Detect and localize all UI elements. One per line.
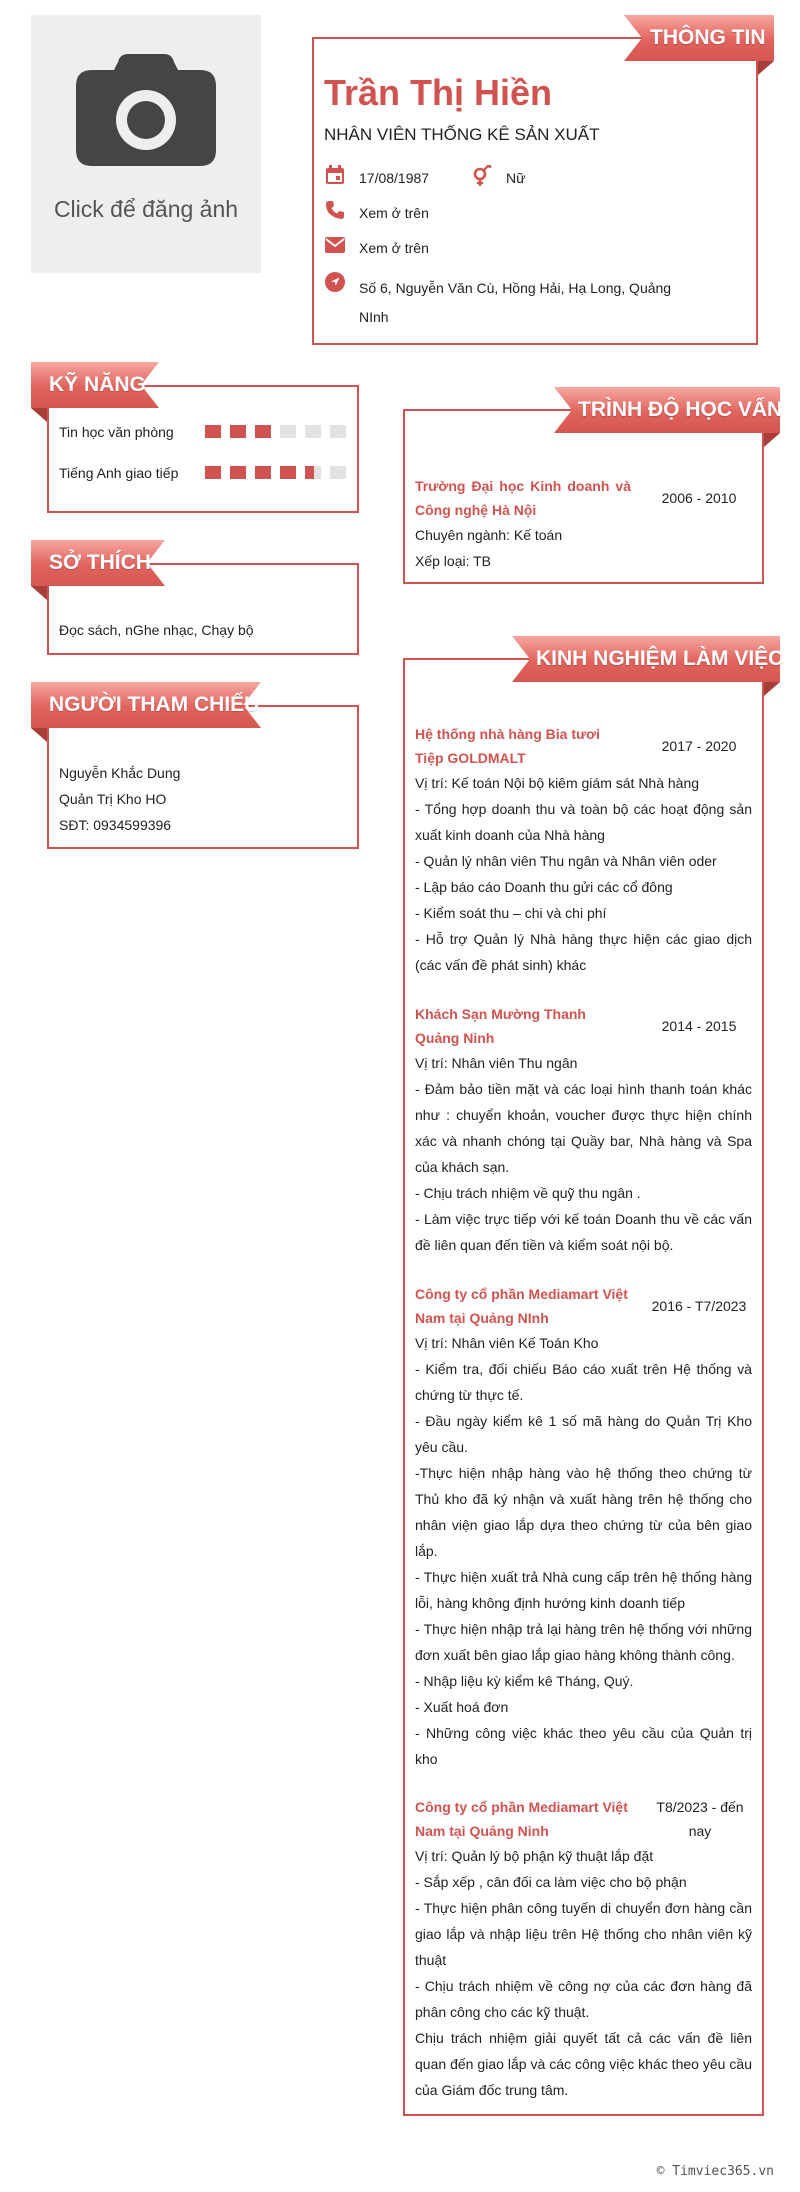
job-line: - Đảm bảo tiền mặt và các loại hình thanh toán khác như : chuyển khoản, voucher được thực hiện chính xác và nhanh chóng tại Quầy bar, Nhà hàng và Spa của khách sạn. — [415, 1081, 752, 1175]
job-title: NHÂN VIÊN THỐNG KÊ SẢN XUẤT — [324, 125, 600, 144]
rating-dot — [205, 425, 221, 438]
job-line: Chịu trách nhiệm giải quyết tất cả các vấn đề liên quan đến giao lắp và các công việc khác theo yêu cầu của Giám đốc trung tâm. — [415, 2030, 752, 2098]
job-company: Khách Sạn Mường Thanh Quảng Ninh — [415, 1006, 586, 1046]
rating-dot — [330, 425, 346, 438]
skills-ribbon-label: KỸ NĂNG — [49, 373, 146, 396]
job-period: T8/2023 - đến nay — [656, 1799, 744, 1839]
education-ribbon — [554, 387, 783, 433]
hobbies-ribbon — [31, 540, 165, 586]
job-line: - Quản lý nhân viên Thu ngân và Nhân viên oder — [415, 853, 717, 869]
rating-dot — [255, 425, 271, 438]
job-line: - Kiểm soát thu – chi và chi phí — [415, 905, 607, 921]
job-line: - Kiểm tra, đối chiếu Báo cáo xuất trên Hệ thống và chứng từ thực tế. — [415, 1361, 752, 1403]
info-ribbon — [624, 15, 774, 61]
skills-ribbon — [31, 362, 159, 408]
rating-dot — [280, 425, 296, 438]
job-description — [415, 770, 752, 978]
experience-ribbon — [512, 636, 784, 682]
job-company: Công ty cổ phần Mediamart Việt Nam tại Quảng Ninh — [415, 1799, 628, 1839]
education-school: Trường Đại học Kinh doanh và Công nghệ Hà Nội — [415, 478, 631, 518]
references-ribbon — [31, 682, 261, 728]
job-line: -Thực hiện nhập hàng vào hệ thống theo chứng từ Thủ kho đã ký nhận và xuất hàng trên hệ thống cho nhân viện giao lắp dựa theo chứng từ của bên giao lắp. — [415, 1465, 752, 1559]
education-ribbon-label: TRÌNH ĐỘ HỌC VẤN — [578, 398, 783, 421]
job-period: 2017 - 2020 — [661, 738, 737, 754]
rating-dot — [305, 425, 321, 438]
job-line: Vị trí: Quản lý bộ phận kỹ thuật lắp đặt — [415, 1848, 654, 1864]
job-description — [415, 1330, 752, 1772]
job-line: - Làm việc trực tiếp với kế toán Doanh thu về các vấn đề liên quan đến tiền và kiểm soát nội bộ. — [415, 1211, 752, 1253]
job-company: Hệ thống nhà hàng Bia tươi Tiệp GOLDMALT — [415, 726, 600, 766]
info-ribbon-label: THÔNG TIN — [650, 26, 766, 49]
job-line: - Thực hiện xuất trả Nhà cung cấp trên hệ thống hàng lỗi, hàng không định hướng kinh doanh tiếp — [415, 1569, 752, 1611]
skill-label: Tiếng Anh giao tiếp — [59, 465, 179, 481]
reference-position: Quản Trị Kho HO — [59, 791, 167, 807]
education-period: 2006 - 2010 — [661, 490, 737, 506]
education-grade: Xếp loại: TB — [415, 553, 492, 569]
skill-rating — [205, 466, 346, 479]
rating-dot — [230, 466, 246, 479]
phone: Xem ở trên — [359, 205, 429, 221]
rating-dot — [255, 466, 271, 479]
photo-upload-label[interactable]: Click để đăng ảnh — [53, 196, 239, 222]
address: Số 6, Nguyễn Văn Cù, Hồng Hải, Hạ Long, Quảng NInh — [359, 280, 672, 325]
job-line: - Nhập liệu kỳ kiểm kê Tháng, Quý. — [415, 1673, 634, 1689]
reference-name: Nguyễn Khắc Dung — [59, 765, 181, 781]
candidate-name: Trần Thị Hiền — [324, 72, 553, 113]
job-line: - Xuất hoá đơn — [415, 1699, 509, 1715]
education-major: Chuyên ngành: Kế toán — [415, 527, 563, 543]
email: Xem ở trên — [359, 240, 429, 256]
job-description — [415, 1843, 752, 2103]
job-line: - Những công việc khác theo yêu cầu của Quản trị kho — [415, 1725, 752, 1767]
skill-label: Tin học văn phòng — [59, 424, 174, 440]
job-line: - Hỗ trợ Quản lý Nhà hàng thực hiện các giao dịch (các vấn đề phát sinh) khác — [415, 931, 752, 973]
job-line: - Lập báo cáo Doanh thu gửi các cổ đông — [415, 879, 673, 895]
rating-dot — [205, 466, 221, 479]
job-period: 2016 - T7/2023 — [651, 1298, 747, 1314]
birthday: 17/08/1987 — [359, 170, 430, 186]
experience-ribbon-label: KINH NGHIỆM LÀM VIỆC — [536, 647, 784, 670]
job-line: - Thực hiện phân công tuyến di chuyển đơn hàng cần giao lắp và nhập liệu trên Hệ thống cho nhân viên kỹ thuật — [415, 1900, 752, 1968]
calendar-icon — [325, 165, 345, 185]
hobbies-ribbon-label: SỞ THÍCH — [49, 551, 151, 574]
gender-icon — [472, 165, 492, 187]
job-line: Vị trí: Nhân viên Thu ngân — [415, 1055, 578, 1071]
camera-icon[interactable] — [76, 54, 216, 166]
job-line: Vị trí: Nhân viên Kế Toán Kho — [415, 1335, 599, 1351]
job-company: Công ty cổ phần Mediamart Việt Nam tại Quảng NInh — [415, 1286, 628, 1326]
job-period: 2014 - 2015 — [661, 1018, 737, 1034]
mail-icon — [325, 237, 345, 253]
gender: Nữ — [506, 170, 526, 186]
rating-dot — [330, 466, 346, 479]
rating-dot — [305, 466, 321, 479]
location-icon — [325, 272, 345, 292]
job-line: - Sắp xếp , cân đối ca làm việc cho bộ phận — [415, 1874, 687, 1890]
job-line: - Chịu trách nhiệm về quỹ thu ngân . — [415, 1185, 641, 1201]
hobbies-text: Đọc sách, nGhe nhạc, Chạy bộ — [59, 622, 254, 638]
phone-icon — [325, 200, 345, 220]
rating-dot — [230, 425, 246, 438]
reference-phone: SĐT: 0934599396 — [59, 817, 172, 833]
job-line: - Tổng hợp doanh thu và toàn bộ các hoạt động sản xuất kinh doanh của Nhà hàng — [415, 801, 752, 843]
references-ribbon-label: NGƯỜI THAM CHIẾU — [49, 693, 260, 716]
skill-rating — [205, 425, 346, 438]
job-line: - Đầu ngày kiểm kê 1 số mã hàng do Quản Trị Kho yêu cầu. — [415, 1413, 752, 1455]
job-line: - Thực hiện nhập trả lại hàng trên hệ thống với những đơn xuất bên giao lắp giao hàng không thành công. — [415, 1621, 752, 1663]
job-description — [415, 1050, 752, 1258]
job-line: Vị trí: Kế toán Nội bộ kiêm giám sát Nhà hàng — [415, 775, 700, 791]
job-line: - Chịu trách nhiệm về công nợ của các đơn hàng đã phân công cho các kỹ thuật. — [415, 1978, 752, 2020]
footer-copyright: © Timviec365.vn — [656, 2164, 774, 2179]
rating-dot — [280, 466, 296, 479]
